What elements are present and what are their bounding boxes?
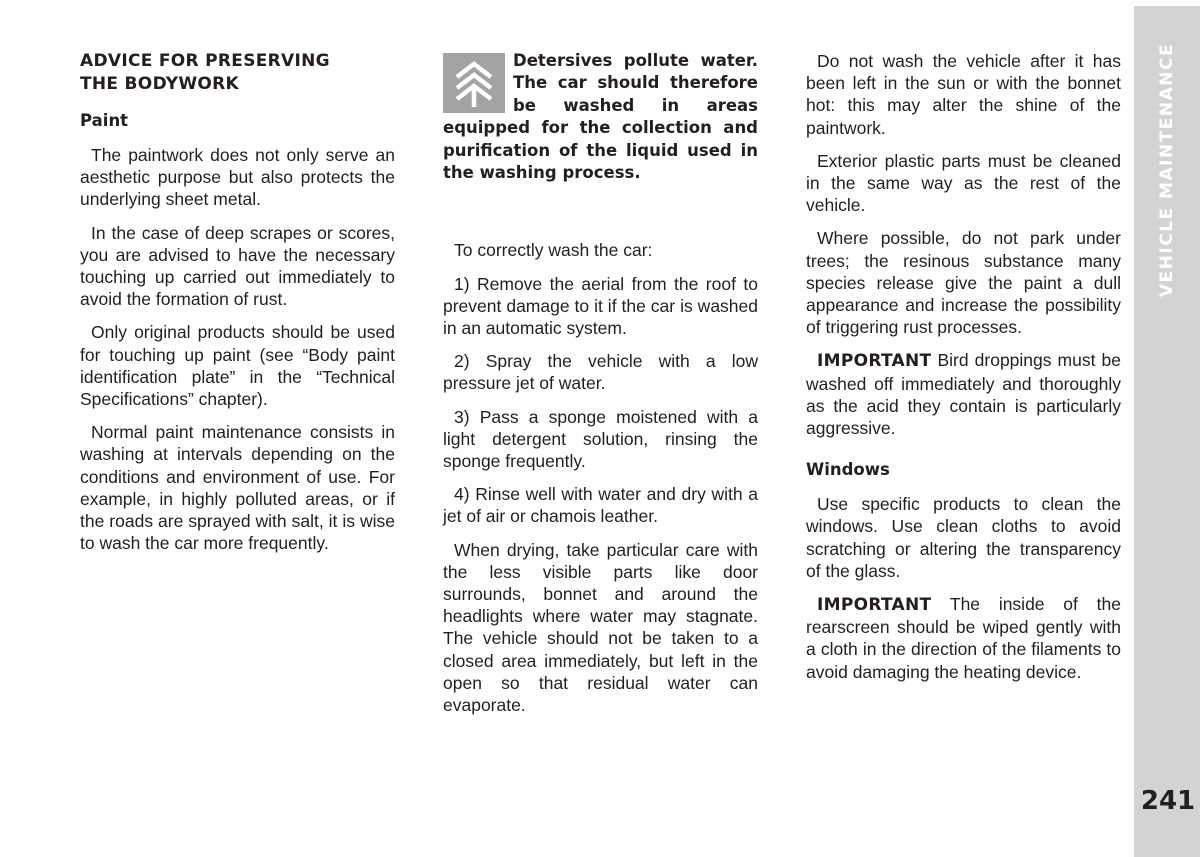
paragraph: To correctly wash the car: xyxy=(454,240,653,261)
section-heading-line1: ADVICE FOR PRESERVING xyxy=(80,51,330,71)
section-title: VEHICLE MAINTENANCE xyxy=(1157,42,1178,298)
page-number: 241 xyxy=(1140,786,1196,816)
paragraph: Use specific products to clean the windows. Use clean cloths to avoid scratching or altering the transparency of the glass. xyxy=(806,494,1121,581)
paragraph: In the case of deep scrapes or scores, you are advised to have the necessary touching up carried out immediately to avoid the formation of rust. xyxy=(80,222,395,310)
paint-subheading: Paint xyxy=(80,111,129,130)
paragraph: When drying, take particular care with the less visible parts like door surrounds, bonnet and around the headlights where water may stagnate. The vehicle should not be taken to a closed area immediately, but left in the open so that residual water can evaporate. xyxy=(443,539,758,716)
column-right xyxy=(806,50,1121,694)
column-middle xyxy=(443,50,758,727)
paragraph: Normal paint maintenance consists in washing at intervals depending on the conditions and environment of use. For example, in highly polluted areas, or if the roads are sprayed with salt, it is wise to wash the car more frequently. xyxy=(80,422,395,554)
environment-arrows-icon xyxy=(443,53,505,113)
important-note-rearscreen xyxy=(806,593,1121,683)
paragraph: 1) Remove the aerial from the roof to prevent damage to it if the car is washed in an automatic system. xyxy=(443,273,758,339)
important-note-bird-droppings xyxy=(806,349,1121,439)
paragraph: Do not wash the vehicle after it has been left in the sun or with the bonnet hot: this may alter the shine of the paintwork. xyxy=(806,51,1121,138)
section-heading-line2: THE BODYWORK xyxy=(80,74,240,94)
windows-subheading: Windows xyxy=(806,460,890,480)
section-heading xyxy=(80,50,395,96)
important-text: The inside of the rearscreen should be wiped gently with a cloth in the direction of the filaments to avoid damaging the heating device. xyxy=(806,594,1121,682)
important-label: IMPORTANT xyxy=(817,595,932,616)
important-text: Bird droppings must be washed off immediately and thoroughly as the acid they contain is particularly aggressive. xyxy=(806,350,1121,439)
paragraph: Where possible, do not park under trees; the resinous substance many species release give the paint a dull appearance and increase the possibility of triggering rust processes. xyxy=(806,228,1121,338)
important-label: IMPORTANT xyxy=(817,351,932,372)
section-title-vertical xyxy=(1151,40,1183,300)
paragraph: 3) Pass a sponge moistened with a light detergent solution, rinsing the sponge frequently. xyxy=(443,406,758,472)
paragraph: Only original products should be used for touching up paint (see “Body paint identification plate” in the “Technical Specifications” chapter). xyxy=(80,322,395,410)
paragraph: The paintwork does not only serve an aesthetic purpose but also protects the underlying sheet metal. xyxy=(80,145,395,210)
paragraph: 4) Rinse well with water and dry with a jet of air or chamois leather. xyxy=(443,484,758,527)
warning-text: Detersives pollute water. The car should therefore be washed in areas equipped for the collection and purification of the liquid used in the washing process. xyxy=(443,51,758,183)
column-left xyxy=(80,50,395,565)
environment-warning xyxy=(443,50,758,184)
paragraph: 2) Spray the vehicle with a low pressure jet of water. xyxy=(443,351,758,394)
paragraph: Exterior plastic parts must be cleaned in the same way as the rest of the vehicle. xyxy=(806,150,1121,216)
